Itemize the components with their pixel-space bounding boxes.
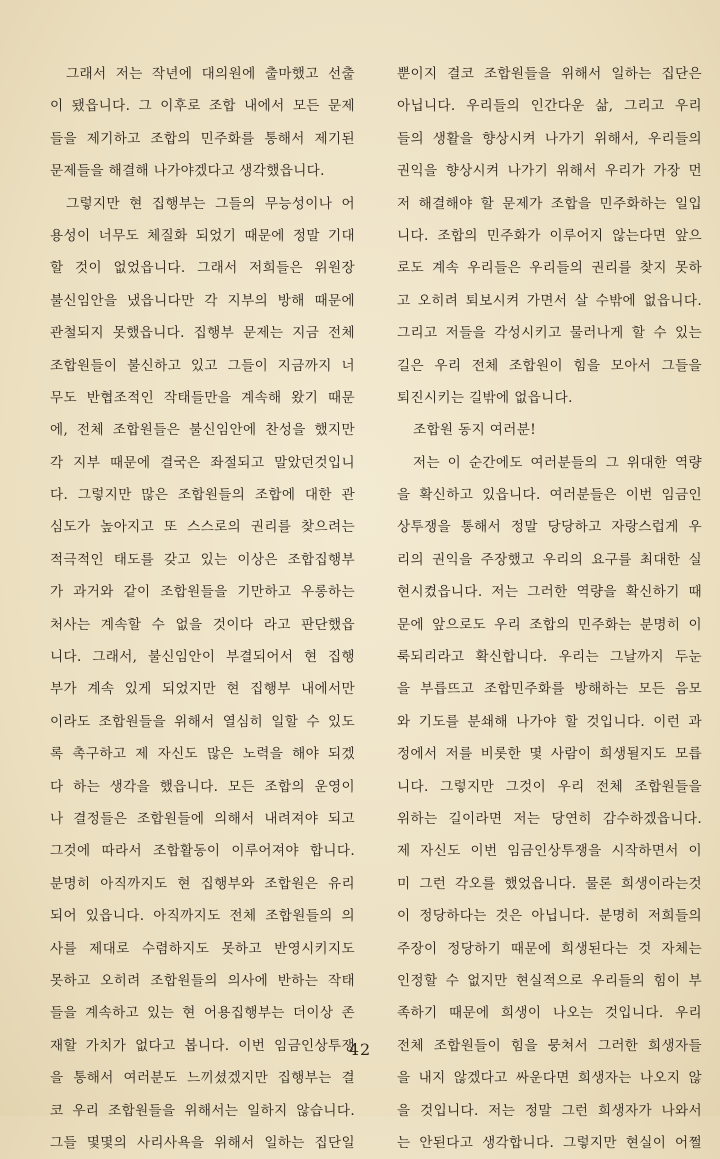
left-column-line: 문제들을 해결해 나가야겠다고 생각했읍니다. — [50, 163, 325, 180]
left-column-line: 그렇지만 현 집행부는 그들의 무능성이나 어 — [66, 195, 355, 212]
right-column-line: 리의 권익을 주장했고 우리의 요구를 최대한 실 — [397, 551, 702, 568]
right-column-line: 을 부릅뜨고 조합민주화를 방해하는 모든 음모 — [397, 681, 702, 698]
left-column-line: 나 결정들은 조합원들에 의해서 내려져야 되고 — [50, 810, 355, 827]
right-column-line: 룩되리라고 확신합니다. 우리는 그날까지 두눈 — [397, 649, 702, 666]
left-column-line: 각 지부 때문에 결국은 좌절되고 말았던것입니 — [50, 454, 355, 471]
left-column-line: 그들 몇몇의 사리사욕을 위해서 일하는 집단일 — [50, 1134, 355, 1151]
right-column-line: 로도 계속 우리들은 우리들의 권리를 찾지 못하 — [397, 260, 702, 277]
left-column-line: 이 됐읍니다. 그 이후로 조합 내에서 모든 문제 — [50, 98, 355, 115]
left-column-line: 할 것이 없었읍니다. 그래서 저희들은 위원장 — [50, 260, 355, 277]
left-text-column — [50, 58, 355, 1151]
right-column-line: 는 안된다고 생각합니다. 그렇지만 현실이 어쩔 — [397, 1134, 702, 1151]
right-column-line: 현시켰읍니다. 저는 그러한 역량을 확신하기 때 — [397, 584, 702, 601]
right-column-line: 위하는 길이라면 저는 당연히 감수하겠읍니다. — [397, 810, 702, 827]
left-column-line: 적극적인 태도를 갖고 있는 이상은 조합집행부 — [50, 551, 355, 568]
left-column-line: 되어 있읍니다. 아직까지도 전체 조합원들의 의 — [50, 908, 355, 925]
right-column-line: 족하기 때문에 희생이 나오는 것입니다. 우리 — [397, 1005, 702, 1022]
left-column-line: 못하고 오히려 조합원들의 의사에 반하는 작태 — [50, 972, 355, 989]
right-column-line: 주장이 정당하기 때문에 희생된다는 것 자체는 — [397, 940, 702, 957]
left-column-line: 니다. 그래서, 불신임안이 부결되어서 현 집행 — [50, 649, 355, 666]
right-column-line: 저는 이 순간에도 여러분들의 그 위대한 역량 — [413, 454, 702, 471]
right-column-line: 인정할 수 없지만 현실적으로 우리들의 힘이 부 — [397, 972, 702, 989]
right-column-line: 고 오히려 퇴보시켜 가면서 살 수밖에 없읍니다. — [397, 292, 702, 309]
left-column-line: 사를 제대로 수렴하지도 못하고 반영시키지도 — [50, 940, 355, 957]
left-column-line: 심도가 높아지고 또 스스로의 권리를 찾으려는 — [50, 519, 355, 536]
right-text-column — [397, 58, 702, 1151]
left-column-line: 재할 가치가 없다고 봅니다. 이번 임금인상투쟁 — [50, 1037, 355, 1054]
right-column-line: 상투쟁을 통해서 정말 당당하고 자랑스럽게 우 — [397, 519, 702, 536]
right-column-line: 와 기도를 분쇄해 나가야 할 것입니다. 이런 과 — [397, 713, 702, 730]
left-column-line: 코 우리 조합원들을 위해서는 일하지 않습니다. — [50, 1102, 355, 1119]
left-column-line: 록 촉구하고 제 자신도 많은 노력을 해야 되겠 — [50, 746, 355, 763]
right-column-line: 뿐이지 결코 조합원들을 위해서 일하는 집단은 — [397, 66, 702, 82]
right-column-line: 전체 조합원들이 힘을 뭉쳐서 그러한 희생자들 — [397, 1037, 702, 1054]
right-column-line: 들의 생활을 향상시켜 나가기 위해서, 우리들의 — [397, 130, 702, 147]
left-column-line: 그것에 따라서 조합활동이 이루어져야 합니다. — [50, 843, 355, 860]
right-column-line: 조합원 동지 여러분! — [413, 422, 537, 439]
right-column-line: 그리고 저들을 각성시키고 물러나게 할 수 있는 — [397, 325, 702, 342]
right-column-line: 을 내지 않겠다고 싸운다면 희생자는 나오지 않 — [397, 1070, 702, 1087]
right-column-line: 저 해결해야 할 문제가 조합을 민주화하는 일입 — [397, 195, 702, 212]
right-column-line: 정에서 저를 비롯한 몇 사람이 희생될지도 모릅 — [397, 746, 702, 763]
left-column-line: 을 통해서 여러분도 느끼셨겠지만 집행부는 결 — [50, 1070, 355, 1087]
right-column-line: 아닙니다. 우리들의 인간다운 삶, 그리고 우리 — [397, 98, 702, 115]
left-column-line: 다 하는 생각을 했읍니다. 모든 조합의 운영이 — [50, 778, 355, 795]
left-column-line: 부가 계속 있게 되었지만 현 집행부 내에서만 — [50, 681, 355, 698]
left-column-line: 조합원들이 불신하고 있고 그들이 지금까지 너 — [50, 357, 355, 374]
left-column-line: 들을 제기하고 조합의 민주화를 통해서 제기된 — [50, 130, 355, 147]
right-column-line: 미 그런 각오를 했었읍니다. 물론 희생이라는것 — [397, 875, 702, 892]
right-column-line: 길은 우리 전체 조합원이 힘을 모아서 그들을 — [397, 357, 702, 374]
left-column-line: 처사는 계속할 수 없을 것이다 라고 판단했읍 — [50, 616, 355, 633]
left-column-line: 관철되지 못했읍니다. 집행부 문제는 지금 전체 — [50, 325, 355, 342]
right-column-line: 문에 앞으로도 우리 조합의 민주화는 분명히 이 — [397, 616, 702, 633]
left-column-line: 그래서 저는 작년에 대의원에 출마했고 선출 — [66, 66, 355, 82]
page-number: 42 — [348, 1040, 372, 1059]
left-column-line: 분명히 아직까지도 현 집행부와 조합원은 유리 — [50, 875, 355, 892]
right-column-line: 을 확신하고 있읍니다. 여러분들은 이번 임금인 — [397, 487, 702, 504]
right-column-line: 제 자신도 이번 임금인상투쟁을 시작하면서 이 — [397, 843, 702, 860]
left-column-line: 들을 계속하고 있는 현 어용집행부는 더이상 존 — [50, 1005, 355, 1022]
right-column-line: 니다. 그렇지만 그것이 우리 전체 조합원들을 — [397, 778, 702, 795]
right-column-line: 이 정당하다는 것은 아닙니다. 분명히 저희들의 — [397, 908, 702, 925]
left-column-line: 불신임안을 냈읍니다만 각 지부의 방해 때문에 — [50, 292, 355, 309]
left-column-line: 다. 그렇지만 많은 조합원들의 조합에 대한 관 — [50, 487, 355, 504]
left-column-line: 무도 반협조적인 작태들만을 계속해 왔기 때문 — [50, 389, 355, 406]
left-column-line: 에, 전체 조합원들은 불신임안에 찬성을 했지만 — [50, 422, 355, 439]
right-column-line: 권익을 향상시켜 나가기 위해서 우리가 가장 먼 — [397, 163, 702, 180]
right-column-line: 니다. 조합의 민주화가 이루어지 않는다면 앞으 — [397, 227, 702, 244]
right-column-line: 퇴진시키는 길밖에 없읍니다. — [397, 389, 573, 406]
right-column-line: 을 것입니다. 저는 정말 그런 희생자가 나와서 — [397, 1102, 702, 1119]
left-column-line: 이라도 조합원들을 위해서 열심히 일할 수 있도 — [50, 713, 355, 730]
left-column-line: 용성이 너무도 체질화 되었기 때문에 정말 기대 — [50, 227, 355, 244]
left-column-line: 가 과거와 같이 조합원들을 기만하고 우롱하는 — [50, 584, 355, 601]
